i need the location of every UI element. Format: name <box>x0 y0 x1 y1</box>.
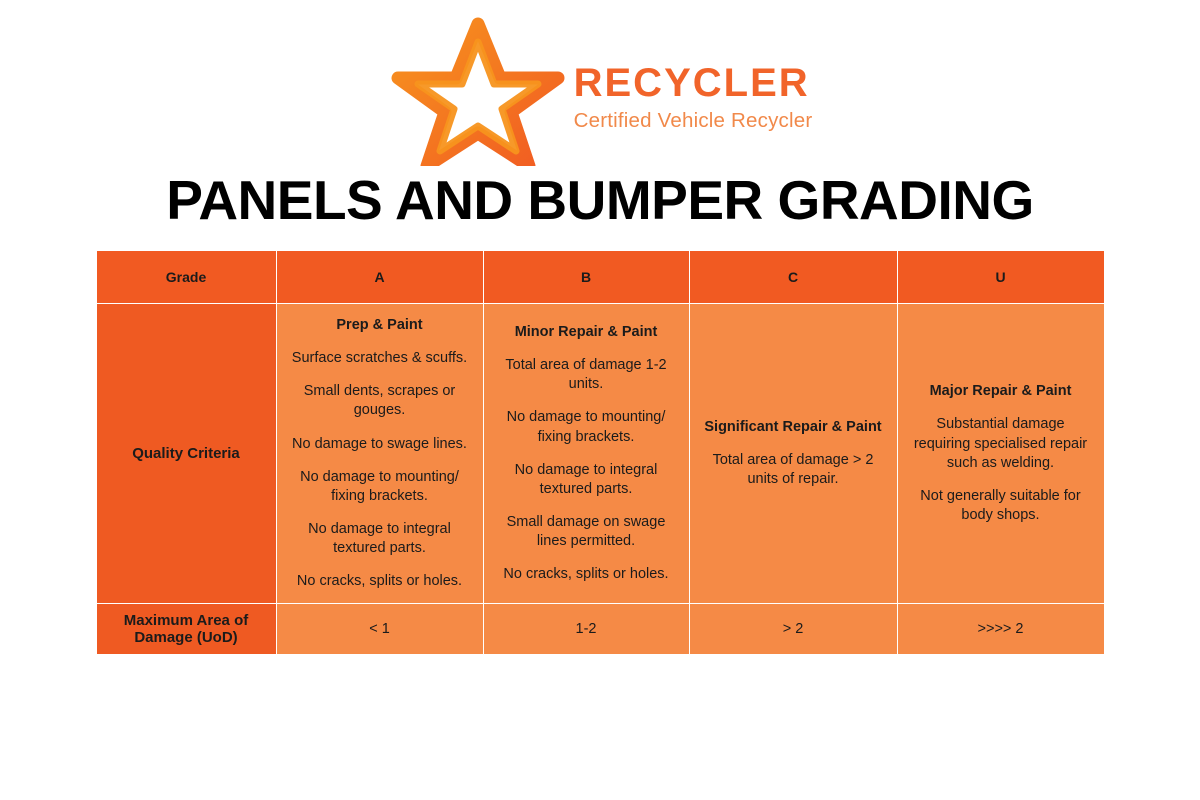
column-header-a: A <box>276 251 483 304</box>
table-header-row <box>96 251 1104 304</box>
column-header-c: C <box>689 251 897 304</box>
logo <box>388 16 813 166</box>
page-title: PANELS AND BUMPER GRADING <box>166 169 1034 231</box>
row-label-maximum-area: Maximum Area of Damage (UoD) <box>96 604 276 655</box>
cell-lead: Significant Repair & Paint <box>704 418 882 435</box>
brand-name: RECYCLER <box>573 60 810 105</box>
grading-table <box>96 250 1105 655</box>
cell-line: No damage to integral textured parts. <box>308 520 451 556</box>
cell-line: Total area of damage 1-2 units. <box>505 357 667 393</box>
cell-maxarea-u: >>>> 2 <box>897 604 1104 655</box>
cell-line: Surface scratches & scuffs. <box>291 350 468 367</box>
table-row <box>96 304 1104 604</box>
cell-line: No damage to mounting/ fixing brackets. <box>300 468 459 504</box>
logo-block <box>0 0 1200 160</box>
cell-line: Small dents, scrapes or gouges. <box>303 383 456 419</box>
cell-line: Small damage on swage lines permitted. <box>506 513 666 549</box>
cell-line: No damage to integral textured parts. <box>514 461 658 497</box>
row-label-quality-criteria: Quality Criteria <box>96 304 276 604</box>
cell-line: Not generally suitable for body shops. <box>920 487 1081 523</box>
column-header-grade: Grade <box>96 251 276 304</box>
cell-quality-b <box>483 304 689 604</box>
cell-quality-a <box>276 304 483 604</box>
cell-quality-c <box>689 304 897 604</box>
cell-line: No cracks, splits or holes. <box>503 566 669 583</box>
cell-lead: Minor Repair & Paint <box>514 324 658 340</box>
cell-lead: Major Repair & Paint <box>929 383 1072 400</box>
cell-maxarea-b: 1-2 <box>483 604 689 655</box>
cell-line: No damage to mounting/ fixing brackets. <box>506 409 666 445</box>
cell-line: No cracks, splits or holes. <box>296 573 463 590</box>
brand-tagline: Certified Vehicle Recycler <box>573 108 813 132</box>
column-header-u: U <box>897 251 1104 304</box>
column-header-b: B <box>483 251 689 304</box>
cell-line: No damage to swage lines. <box>292 435 467 452</box>
cell-lead: Prep & Paint <box>336 317 423 333</box>
cell-maxarea-a: < 1 <box>276 604 483 655</box>
cell-maxarea-c: > 2 <box>689 604 897 655</box>
cell-quality-u <box>897 304 1104 604</box>
table-row <box>96 604 1104 655</box>
logo-text <box>574 50 813 133</box>
star-icon <box>388 16 568 166</box>
cell-line: Substantial damage requiring specialised repair such as welding. <box>913 416 1088 471</box>
cell-line: Total area of damage > 2 units of repair. <box>712 452 874 488</box>
